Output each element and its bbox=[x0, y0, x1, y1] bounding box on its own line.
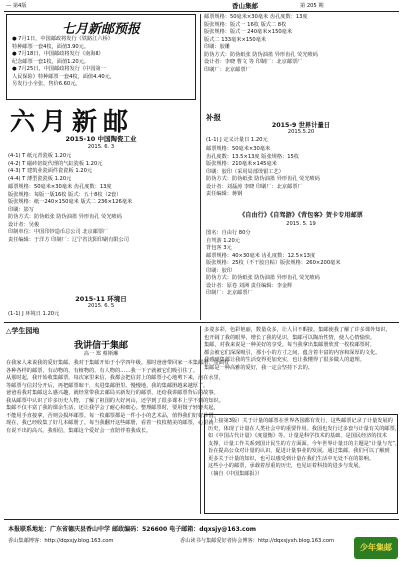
issue-number: 第 205 期 bbox=[300, 3, 324, 9]
spec-line: 邮票规格：50毫米×30毫米 齿孔度数：13度 bbox=[8, 184, 112, 190]
spec-line: 版张规格：纸一240×150毫米 版式二 236×126毫米 bbox=[8, 199, 133, 206]
spec-line: 防伪方式：防伪纸张 防伪油墨 异形齿孔 荧光喷码 bbox=[204, 51, 318, 58]
supplement-specs bbox=[206, 146, 398, 199]
preview-line: 纪念邮票一套1枚，面值1.20元。 bbox=[12, 58, 90, 65]
article-line: （上接第3版）关于计量的邮票在世界各国都有发行，这些邮票记录了计量发展的 bbox=[208, 418, 393, 424]
issue1-date: 2015. 6. 3 bbox=[87, 144, 115, 150]
spec-line: 版张规格：版式一 240毫米×150毫米 bbox=[204, 29, 293, 36]
stamp-item: (4-4) T 薄型瓷瓷板 1.20元 bbox=[8, 175, 72, 182]
issue2-items bbox=[8, 311, 198, 319]
preview-line: 人民保险》特种邮票一套4枚，面值4.40元， bbox=[12, 73, 116, 80]
essay-line: 不能用手直接拿，否则会损坏邮票。每一枚邮票都是一件小小的艺术品，值得我们好好珍惜。 bbox=[6, 412, 219, 419]
stamp-item: (4-2) T 磁砖铝锭代理的气缸瓷板 1.20元 bbox=[8, 160, 103, 167]
continued-article-box bbox=[204, 414, 401, 514]
preview-list bbox=[12, 36, 192, 89]
spec-line: 印刷厂：北京邮票厂 bbox=[204, 66, 251, 73]
footer-contact: 本报联系地址：广东省德庆县香山中学 邮政编码：526600 电子邮箱：dqxsjy@163.com bbox=[8, 526, 256, 533]
spec-line: 邮票规格：50毫米×30毫米 齿孔度数：13度 bbox=[204, 14, 308, 20]
stamp-item: (1-1) J 环境日 1.20元 bbox=[8, 311, 60, 317]
spec-line: 背包客 3元 bbox=[206, 245, 232, 252]
column-divider-lower bbox=[200, 326, 201, 514]
stamp-item: (4-3) T 建筑业瓷面件瓷瓷板 1.20元 bbox=[8, 168, 93, 175]
issue1-title: 2015-10 中国陶瓷工业 bbox=[65, 135, 137, 143]
essay-line: 我从邮票中认识了许多历史人物，了解了祖国的大好河山，还学到了很多课本上学不到的知识。 bbox=[6, 397, 224, 404]
spec-line: 设计者：吴俊 bbox=[8, 221, 40, 228]
essay-line: 集邮是一种高雅的爱好，我一定会坚持下去的。 bbox=[204, 364, 313, 371]
spec-line: 邮票规格：40×30毫米 齿孔度数：12.5×13度 bbox=[206, 252, 316, 259]
header-rule bbox=[4, 11, 399, 12]
spec-line: 齿孔度数：13.5×13度 版张规格：15枚 bbox=[206, 153, 299, 160]
article-line: 支撑，计量工作关系到国计民生的方方面面。今年世界计量日的主题是“计量与光”， bbox=[208, 440, 401, 447]
spec-line: 印刷：影写 bbox=[8, 206, 34, 213]
essay-line: 集邮，对我来说是一种美好的享受。每当我拿出集邮册欣赏一枚枚邮票时， bbox=[204, 342, 376, 349]
spec-line: 设计者：原卷 刘洲 责任编辑：李金辉 bbox=[206, 282, 293, 289]
essay-line: 也开阔了我的眼界，增长了我的见识，集邮可以陶冶性情，使人心情愉快。 bbox=[204, 334, 376, 341]
supplement-items bbox=[206, 137, 396, 145]
article-line: 更多关于计量的知识，也可以感受到计量在我们生活中无处不在的影响。 bbox=[208, 455, 375, 462]
essay-byline: 高一 郑 蔡斯琳 bbox=[83, 351, 119, 357]
essay-body bbox=[6, 360, 230, 435]
youth-philately-badge: 少年集邮 bbox=[354, 537, 398, 559]
essay-line: 在我家人来说我的爱好集邮。我对于集邮开始于小学四年级。那时爸爸带回家一本集邮册，里面有 bbox=[6, 360, 230, 366]
spec-line: 印刷：胶雕 bbox=[204, 44, 230, 51]
issue2-date: 2015. 6. 5 bbox=[87, 303, 115, 309]
preview-title: 七月新邮预报 bbox=[61, 22, 140, 37]
stamp-item: (1-1) J 定义计量日 1.20元 bbox=[206, 137, 268, 143]
preview-line: ● 7月18日，中国邮政将发行《南海Ⅱ》 bbox=[12, 51, 104, 58]
essay-line: 等邮票与信封分开后，再把邮票晾干，夹进集邮册里。慢慢地，我的集邮册越来越厚了。 bbox=[6, 382, 209, 389]
spec-line: 版张规格：25枚（不干胶自粘）版张规格：260×200毫米 bbox=[206, 260, 341, 267]
spec-line: 版张规格：每版一版16枚 版式：五十8枚（2套） bbox=[8, 191, 122, 198]
footer-rule bbox=[4, 519, 399, 520]
essay-line: 现在，我已经收集了好几本邮册了。每当我翻开这些邮册，看着一枚枚精美的邮票，心里就 bbox=[6, 420, 214, 427]
page-number: — 第4版 bbox=[6, 3, 27, 9]
article-line: 这些小小的邮票，承载着厚重的历史，也见证着科技的进步与发展。 bbox=[208, 463, 364, 470]
spec-line: 版张规格：版式一 16枚 版式二 8枚 bbox=[204, 21, 287, 28]
spec-line: 防伪方式：防伪纸张 防伪油墨 异形齿孔 荧光喷码 bbox=[206, 275, 320, 282]
essay-line: 各种各样的邮票，有动物的、有植物的、有人物的……我一下子就被它们吸引住了。 bbox=[6, 367, 198, 374]
article-line: 历史，体现了计量在人类社会中的重要作用。我国也发行过多套与计量有关的邮票， bbox=[208, 425, 400, 432]
spec-line: 印刷：胶印（采用局部烫银工艺） bbox=[206, 168, 284, 175]
spec-line: 版张规格：210毫米×145毫米 bbox=[206, 161, 277, 168]
essay-title: 我讲信于集邮 bbox=[73, 341, 128, 351]
column-divider bbox=[200, 14, 201, 320]
spec-line: 防伪方式：防伪纸张 防伪油墨 异形齿孔 荧光喷码 bbox=[8, 214, 122, 221]
essay-line: 我感到集邮让我的生活变得更加充实，也让我懂得了很多做人的道理。 bbox=[204, 357, 365, 364]
spec-line: 图名：自由行 80分 bbox=[206, 230, 251, 236]
issue1-specs bbox=[8, 184, 200, 244]
greeting-date: 2015. 5. 19 bbox=[286, 221, 316, 227]
spec-line: 版式二 133毫米×150毫米 bbox=[204, 36, 267, 43]
footer-blog-link[interactable]: 香山集邮博客：http://dqxsjy.blog.163.com bbox=[8, 538, 114, 544]
right-essay bbox=[204, 327, 398, 372]
article-line: 如《中国古代计量》《度量衡》等。计量是科学技术的基础，是国民经济的技术 bbox=[208, 433, 387, 440]
article-line: 旨在提高公众对计量的认识，促进计量事业的发展。通过集邮，我们可以了解到 bbox=[208, 448, 390, 455]
stamp-item: (4-1) T 纸元青瓷板 1.20元 bbox=[8, 153, 72, 159]
preview-box bbox=[6, 14, 196, 100]
section-rule bbox=[4, 322, 399, 323]
essay-line: 多姿多彩，色彩艳丽，数量众多，让人目不暇接。集邮使我了解了许多课外知识， bbox=[204, 327, 391, 333]
june-title: 六月新邮 bbox=[10, 107, 135, 136]
spec-line: 防伪方式：防伪纸张 防伪油墨 异形齿孔 荧光喷码 bbox=[206, 176, 320, 183]
supplement-date: 2015.5.20 bbox=[287, 129, 315, 135]
preview-line: 另发行小全张，售价6.60元。 bbox=[12, 81, 81, 88]
preview-line: ● 7月1日，中国邮政将发行《铁路江六桥》 bbox=[12, 36, 113, 42]
spec-line: 设计者：刘磊涛 李晓 印刷厂：北京邮票厂 bbox=[206, 183, 303, 190]
spec-line: 自驾游 1.20元 bbox=[206, 237, 240, 244]
spec-line: 邮票规格：50毫米×30毫米 bbox=[206, 146, 271, 152]
preview-line: 特种邮票一套4枚，面值3.90元。 bbox=[12, 43, 90, 50]
article-line: （摘自《中国集邮报》） bbox=[208, 470, 263, 477]
student-section-label: △学生园地 bbox=[6, 327, 40, 335]
supplement-label: 补报 bbox=[206, 113, 221, 122]
greeting-specs bbox=[206, 230, 398, 298]
spec-line: 印制单位：中国印钞造币总公司 北京邮票厂 bbox=[8, 229, 109, 236]
footer-association-link[interactable]: 香山读书与集邮爱好者协会博客：http://dqxsjyxh.blog.163.com bbox=[180, 538, 335, 544]
essay-line: 集邮不仅丰富了我的课余生活，还让我学会了耐心和细心。整理邮票时，要用镊子轻轻夹起， bbox=[6, 405, 219, 412]
spec-line: 设计者：李晓 曹文 等 印制厂：北京邮票厂 bbox=[204, 59, 303, 66]
paper-name: 香山集邮 bbox=[232, 2, 258, 10]
issue2-title: 2015-11 环境日 bbox=[75, 295, 127, 303]
spec-line: 责任编辑：蒋钢 bbox=[206, 191, 243, 198]
issue1-items bbox=[8, 153, 198, 183]
essay-line: 有说不出的高兴。我相信，集邮这个爱好会一直陪伴着我成长。 bbox=[6, 427, 152, 434]
greeting-title: 《自由行》《自驾游》《背包客》贺卡专用邮票 bbox=[239, 212, 363, 219]
essay-line: 爸爸看我对集邮这么感兴趣，就经常带我去邮局买新发行的邮票，还给我讲邮票背后的故事。 bbox=[6, 390, 219, 397]
continued-article bbox=[208, 418, 401, 478]
supplement-title: 2015-9 世界计量日 bbox=[271, 122, 331, 129]
spec-line: 责任编辑：于洋方 印制厂：辽宁省沈阳印刷有限公司 bbox=[8, 236, 129, 243]
spec-line: 印刷：胶印 bbox=[206, 267, 232, 274]
preview-line: ● 7月25日，中国邮政将发行《中国第一 bbox=[12, 66, 106, 73]
right-top-specs bbox=[204, 14, 398, 74]
essay-line: 从那时起，我开始收集邮票。每次家里来信，我都会把信封上的邮票小心地剪下来，泡在水里， bbox=[6, 375, 224, 382]
spec-line: 印制厂：北京邮票厂 bbox=[206, 290, 253, 297]
essay-line: 都会被它们深深吸引，那小小的方寸之间，蕴含着丰富的内容和深厚的文化。 bbox=[204, 349, 381, 356]
